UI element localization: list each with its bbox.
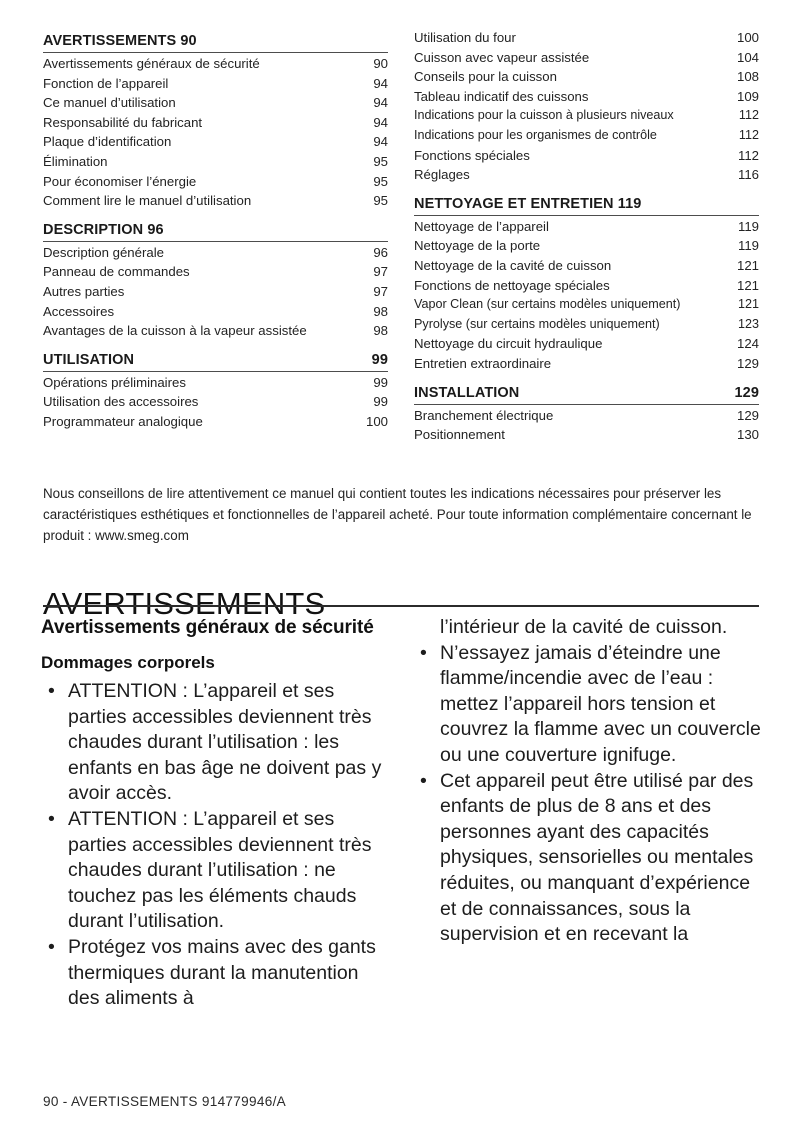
toc-entry-page: 94	[373, 75, 388, 91]
toc-entry[interactable]	[43, 191, 388, 211]
toc-section-heading[interactable]: NETTOYAGE ET ENTRETIEN 119	[414, 195, 642, 212]
toc-right-column	[414, 28, 759, 445]
toc-entry-label: Nettoyage de l’appareil	[414, 218, 549, 234]
toc-entry-label: Fonctions de nettoyage spéciales	[414, 277, 610, 293]
toc-entry[interactable]	[414, 217, 759, 237]
warning-text: Protégez vos mains avec des gants thermiques durant la manutention des aliments à	[68, 935, 376, 1010]
warning-text: N’essayez jamais d’éteindre une flamme/incendie avec de l’eau : mettez l’appareil hors tension et couvrez la flamme avec un couvercle ou une couverture ignifuge.	[440, 641, 761, 766]
toc-left-column	[43, 28, 388, 445]
toc-entry[interactable]	[43, 412, 388, 432]
warning-text: ATTENTION : L’appareil et ses parties accessibles deviennent très chaudes durant l’utilisation : ne touchez pas les éléments chauds durant l’utilisation.	[68, 807, 372, 933]
toc-section-page: 99	[371, 351, 388, 368]
body-right-column	[413, 615, 761, 1012]
body-left-column	[41, 615, 389, 1012]
toc-entry[interactable]	[43, 392, 388, 412]
toc-entry-label: Responsabilité du fabricant	[43, 114, 203, 130]
toc-entry[interactable]	[43, 54, 388, 74]
toc-entry-page: 98	[373, 323, 388, 339]
toc-entry-page: 130	[736, 427, 759, 443]
toc-entry[interactable]	[43, 262, 388, 282]
warning-list-item	[41, 935, 389, 1012]
toc-entry[interactable]	[414, 276, 759, 296]
toc-entry[interactable]	[414, 87, 759, 107]
toc-entry-label: Autres parties	[43, 283, 125, 299]
toc-entry[interactable]	[414, 106, 759, 126]
toc-entry-label: Entretien extraordinaire	[414, 355, 552, 371]
paragraph-continuation: l’intérieur de la cavité de cuisson.	[440, 616, 728, 638]
toc-entry[interactable]	[414, 334, 759, 354]
toc-entry-label: Conseils pour la cuisson	[414, 69, 557, 85]
toc-entry-page: 94	[373, 95, 388, 111]
toc-entry[interactable]	[414, 126, 759, 146]
warning-text: ATTENTION : L’appareil et ses parties accessibles deviennent très chaudes durant l’utilisation : les enfants en bas âge ne doivent pas y avoir accès.	[68, 680, 382, 805]
toc-divider	[43, 241, 388, 242]
toc-entry-page: 119	[737, 238, 759, 254]
toc-entry-page: 112	[738, 127, 759, 142]
toc-entry[interactable]	[43, 282, 388, 302]
toc-entry-label: Programmateur analogique	[43, 413, 203, 429]
toc-entry-label: Branchement électrique	[414, 407, 554, 423]
toc-entry-page: 121	[736, 257, 759, 273]
toc-entry-page: 95	[373, 153, 388, 169]
toc-entry-page: 96	[373, 244, 388, 260]
toc-divider	[414, 215, 759, 216]
toc-divider	[43, 371, 388, 372]
toc-entry-label: Indications pour la cuisson à plusieurs niveaux	[414, 108, 674, 123]
toc-section-label: INSTALLATION	[414, 384, 520, 401]
toc-section-heading[interactable]: DESCRIPTION 96	[43, 221, 164, 238]
toc-entry-page: 116	[737, 167, 759, 183]
toc-entry-label: Nettoyage du circuit hydraulique	[414, 336, 603, 352]
toc-entry-page: 121	[737, 297, 759, 312]
toc-entry-page: 109	[736, 88, 759, 104]
toc-section-page: 129	[734, 384, 759, 401]
toc-entry-page: 95	[373, 193, 388, 209]
toc-entry-page: 119	[737, 218, 759, 234]
toc-entry-label: Fonctions spéciales	[414, 147, 530, 163]
toc-entry[interactable]	[43, 172, 388, 192]
warning-list-item	[41, 807, 389, 935]
toc-entry-page: 94	[373, 114, 388, 130]
section-heading: Avertissements généraux de sécurité	[41, 617, 374, 638]
toc-entry-page: 112	[737, 147, 759, 163]
toc-entry-label: Pyrolyse (sur certains modèles uniquement)	[414, 316, 660, 331]
toc-section-heading[interactable]	[43, 347, 388, 371]
toc-divider	[43, 52, 388, 53]
toc-entry-page: 100	[365, 413, 388, 429]
toc-entry-page: 129	[736, 355, 759, 371]
toc-entry-label: Comment lire le manuel d’utilisation	[43, 193, 252, 209]
toc-entry[interactable]	[414, 425, 759, 445]
toc-entry-label: Panneau de commandes	[43, 264, 190, 280]
toc-entry[interactable]	[414, 165, 759, 185]
toc-entry-page: 97	[373, 264, 388, 280]
toc-entry-label: Nettoyage de la porte	[414, 238, 541, 254]
toc-entry[interactable]	[414, 256, 759, 276]
toc-entry[interactable]	[414, 295, 759, 315]
toc-entry-label: Positionnement	[414, 427, 505, 443]
toc-entry-page: 99	[373, 374, 388, 390]
toc-entry[interactable]	[43, 321, 388, 341]
toc-entry-label: Plaque d’identification	[43, 134, 172, 150]
toc-entry[interactable]	[43, 113, 388, 133]
toc-entry-label: Fonction de l’appareil	[43, 75, 169, 91]
bullet-icon: •	[420, 769, 427, 792]
toc-entry[interactable]	[43, 152, 388, 172]
toc-entry-page: 90	[373, 56, 388, 71]
toc-entry-label: Élimination	[43, 153, 108, 169]
toc-section-heading[interactable]: AVERTISSEMENTS 90	[43, 33, 197, 49]
toc-entry-page: 112	[738, 108, 759, 123]
toc-entry-label: Cuisson avec vapeur assistée	[414, 49, 590, 65]
toc-entry[interactable]	[414, 28, 759, 48]
toc-entry-page: 95	[373, 173, 388, 189]
toc-entry[interactable]	[414, 67, 759, 87]
toc-entry-label: Avertissements généraux de sécurité	[43, 56, 260, 71]
toc-entry-page: 104	[736, 49, 759, 65]
toc-entry-label: Utilisation des accessoires	[43, 394, 199, 410]
toc-entry-label: Utilisation du four	[414, 30, 516, 45]
toc-divider	[414, 404, 759, 405]
toc-entry[interactable]	[414, 48, 759, 68]
warning-list-item	[41, 679, 389, 807]
toc-entry-page: 94	[373, 134, 388, 150]
toc-entry-label: Indications pour les organismes de contrôle	[414, 127, 657, 142]
toc-entry[interactable]	[414, 315, 759, 335]
toc-entry-label: Tableau indicatif des cuissons	[414, 88, 589, 104]
toc-entry-page: 99	[373, 394, 388, 410]
toc-entry[interactable]	[414, 354, 759, 374]
toc-entry[interactable]	[414, 236, 759, 256]
bullet-icon: •	[420, 641, 427, 664]
warning-text: Cet appareil peut être utilisé par des enfants de plus de 8 ans et des personnes ayant des capacités physiques, sensorielles ou mentales réduites, ou manquant d’expérience et de connaissances, sous la supervision et en recevant la	[440, 769, 754, 946]
page-footer: 90 - AVERTISSEMENTS 914779946/A	[43, 1094, 287, 1109]
table-of-contents	[43, 28, 759, 445]
toc-entry[interactable]	[43, 243, 388, 263]
toc-section-label: UTILISATION	[43, 351, 135, 368]
toc-entry-label: Nettoyage de la cavité de cuisson	[414, 257, 612, 273]
toc-entry-page: 123	[737, 316, 759, 331]
toc-entry-label: Ce manuel d’utilisation	[43, 95, 176, 111]
toc-entry[interactable]	[43, 373, 388, 393]
toc-section-heading[interactable]	[414, 380, 759, 404]
warning-list-right	[413, 641, 761, 948]
warning-list-item	[413, 769, 761, 948]
page-title: AVERTISSEMENTS	[43, 585, 326, 621]
toc-entry-page: 121	[736, 277, 759, 293]
toc-entry-page: 108	[736, 69, 759, 85]
toc-entry-page: 98	[373, 303, 388, 319]
toc-entry[interactable]	[43, 74, 388, 94]
toc-entry[interactable]	[414, 146, 759, 166]
toc-entry-page: 100	[736, 30, 759, 45]
subsection-heading: Dommages corporels	[41, 653, 215, 672]
toc-entry-page: 129	[736, 407, 759, 423]
toc-entry[interactable]	[43, 93, 388, 113]
warning-list-item	[413, 641, 761, 769]
body-content	[41, 615, 761, 1012]
title-divider	[43, 605, 759, 607]
toc-entry-label: Accessoires	[43, 303, 115, 319]
toc-entry-label: Pour économiser l’énergie	[43, 173, 197, 189]
toc-entry-page: 97	[373, 283, 388, 299]
toc-entry[interactable]	[43, 302, 388, 322]
toc-entry-label: Réglages	[414, 167, 470, 183]
toc-entry[interactable]	[414, 406, 759, 426]
toc-entry-page: 124	[736, 336, 759, 352]
intro-paragraph: Nous conseillons de lire attentivement ce manuel qui contient toutes les indications nécessaires pour préserver les caractéristiques esthétiques et fonctionnelles de l’appareil acheté. Pour toute information complémentaire concernant le produit : www.smeg.com	[43, 486, 752, 543]
toc-entry-label: Opérations préliminaires	[43, 374, 186, 390]
bullet-icon: •	[48, 680, 55, 702]
warning-list-left	[41, 679, 389, 1012]
toc-entry[interactable]	[43, 132, 388, 152]
bullet-icon: •	[48, 807, 55, 830]
bullet-icon: •	[48, 935, 55, 958]
toc-entry-label: Avantages de la cuisson à la vapeur assistée	[43, 323, 307, 339]
toc-entry-label: Vapor Clean (sur certains modèles uniquement)	[414, 297, 681, 312]
toc-entry-label: Description générale	[43, 244, 164, 260]
